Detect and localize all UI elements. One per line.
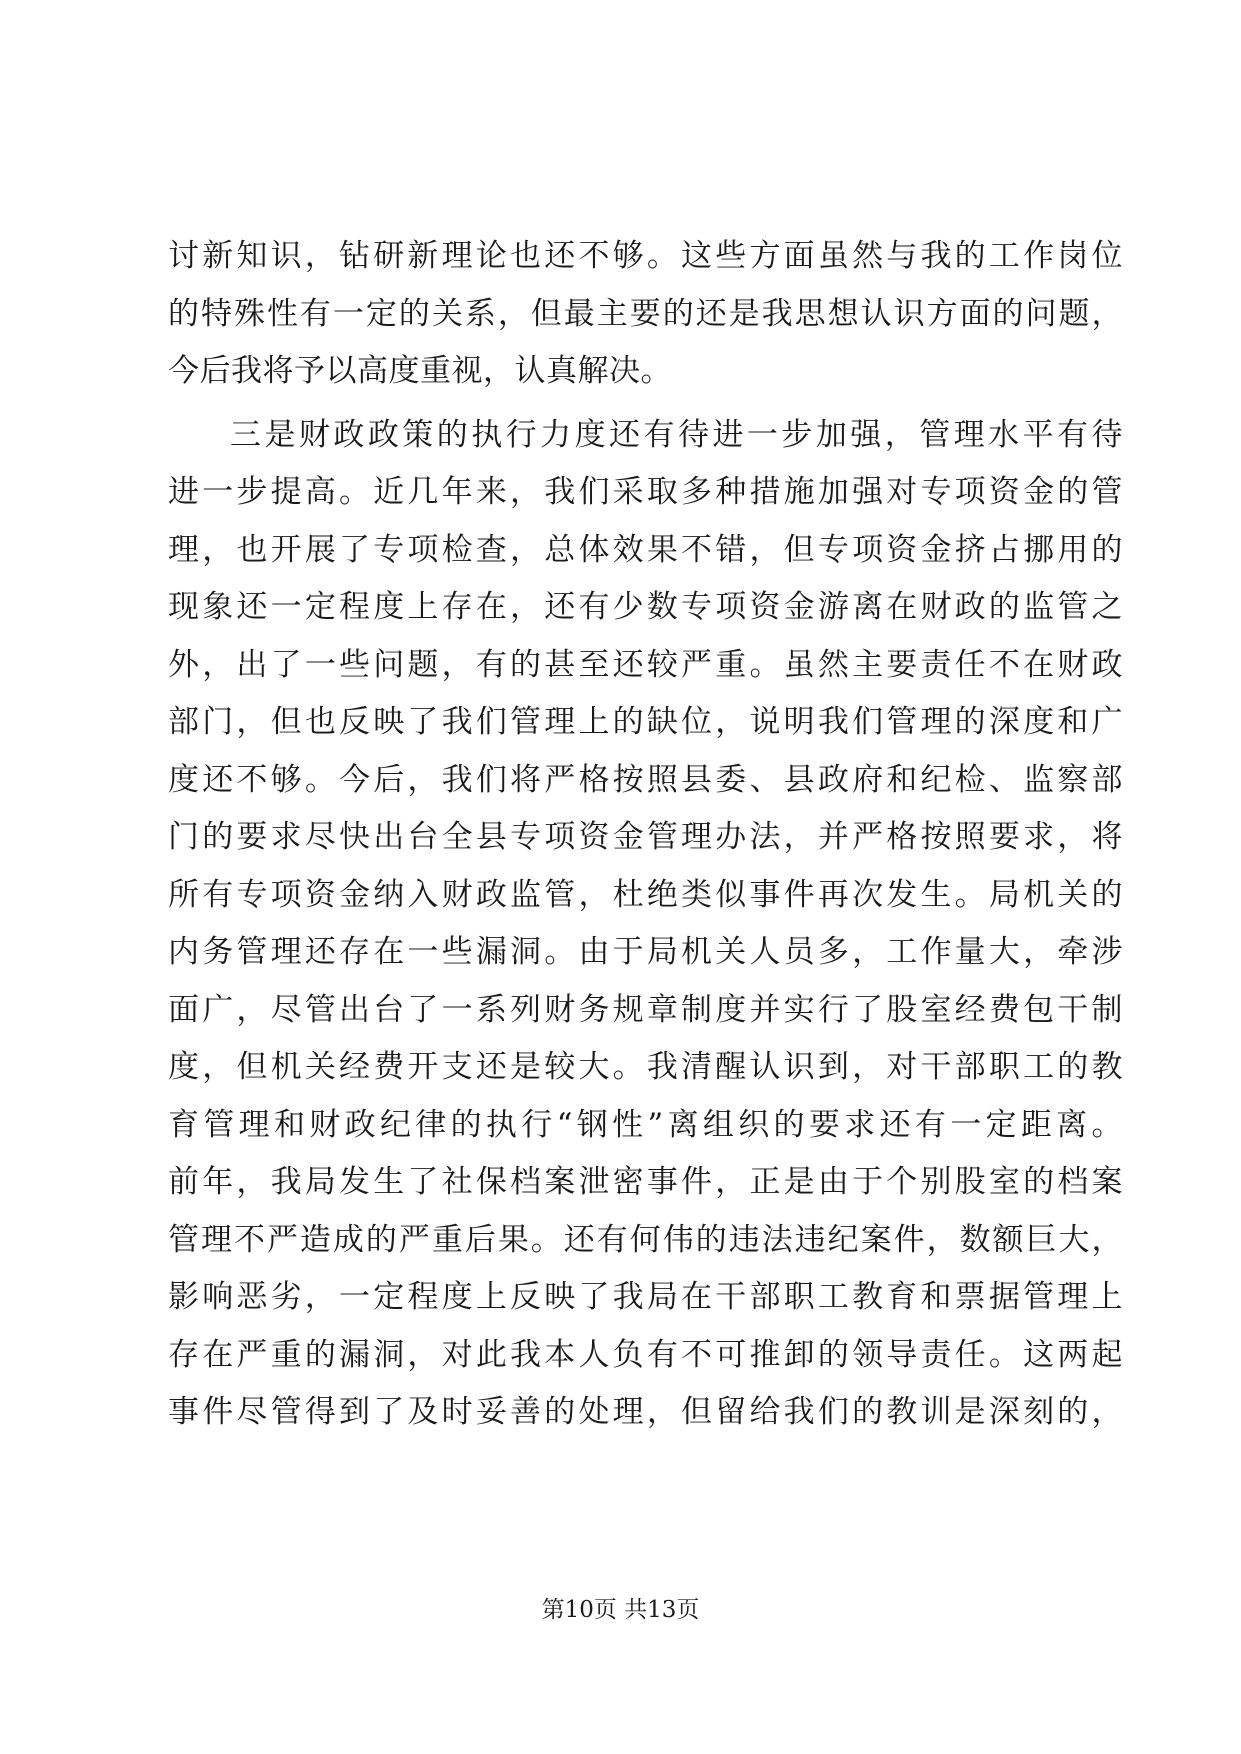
text-line: 今后我将予以高度重视，认真解决。 xyxy=(168,353,672,389)
text-line: 外，出了一些问题，有的甚至还较严重。虽然主要责任不在财政 xyxy=(168,646,1123,683)
text-line: 存在严重的漏洞，对此我本人负有不可推卸的领导责任。这两起 xyxy=(168,1336,1123,1373)
text-line: 的特殊性有一定的关系，但最主要的还是我思想认识方面的问题， xyxy=(168,295,1123,332)
body-text xyxy=(168,228,1123,1442)
text-line: 度，但机关经费开支还是较大。我清醒认识到，对干部职工的教 xyxy=(168,1049,1123,1085)
paragraph-1 xyxy=(168,228,1123,401)
page-number: 第10页 共13页 xyxy=(541,1597,700,1623)
page-footer xyxy=(0,1595,1241,1625)
text-line: 度还不够。今后，我们将严格按照县委、县政府和纪检、监察部 xyxy=(168,761,1123,798)
text-line: 现象还一定程度上存在，还有少数专项资金游离在财政的监管之 xyxy=(168,589,1123,625)
text-line: 三是财政政策的执行力度还有待进一步加强，管理水平有待 xyxy=(230,416,1123,453)
text-line: 进一步提高。近几年来，我们采取多种措施加强对专项资金的管 xyxy=(168,474,1123,510)
text-line: 育管理和财政纪律的执行“钢性”离组织的要求还有一定距离。 xyxy=(168,1106,1123,1143)
paragraph-2 xyxy=(168,407,1123,1442)
text-line: 前年，我局发生了社保档案泄密事件，正是由于个别股室的档案 xyxy=(168,1164,1123,1200)
text-line: 内务管理还存在一些漏洞。由于局机关人员多，工作量大，牵涉 xyxy=(168,934,1123,970)
text-line: 讨新知识，钻研新理论也还不够。这些方面虽然与我的工作岗位 xyxy=(168,238,1123,274)
text-line: 面广，尽管出台了一系列财务规章制度并实行了股室经费包干制 xyxy=(168,991,1123,1028)
text-line: 所有专项资金纳入财政监管，杜绝类似事件再次发生。局机关的 xyxy=(168,876,1123,913)
text-line: 事件尽管得到了及时妥善的处理，但留给我们的教训是深刻的， xyxy=(168,1394,1123,1430)
text-line: 管理不严造成的严重后果。还有何伟的违法违纪案件，数额巨大， xyxy=(168,1221,1123,1258)
text-line: 部门，但也反映了我们管理上的缺位，说明我们管理的深度和广 xyxy=(168,704,1123,740)
text-line: 理，也开展了专项检查，总体效果不错，但专项资金挤占挪用的 xyxy=(168,531,1123,568)
text-line: 影响恶劣，一定程度上反映了我局在干部职工教育和票据管理上 xyxy=(168,1279,1123,1315)
text-line: 门的要求尽快出台全县专项资金管理办法，并严格按照要求，将 xyxy=(168,819,1123,855)
